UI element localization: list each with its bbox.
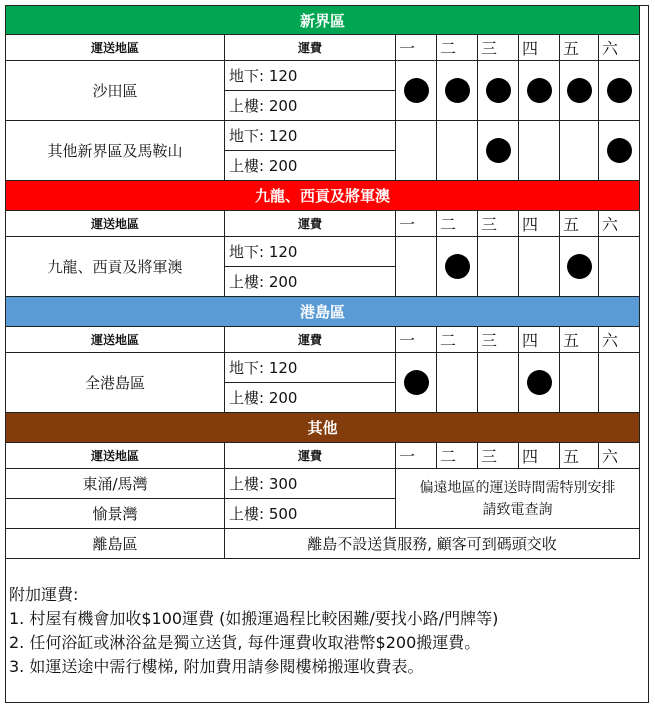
day-header-thu: 四 xyxy=(519,35,560,61)
day-header-tue: 二 xyxy=(437,35,478,61)
day-cell xyxy=(396,237,437,297)
section-other-header xyxy=(6,413,640,443)
fee-column-header: 運費 xyxy=(225,443,396,469)
day-header-wed: 三 xyxy=(478,35,519,61)
day-cell xyxy=(478,353,519,413)
section-kowloon-header xyxy=(6,181,640,211)
day-header-wed: 三 xyxy=(478,443,519,469)
delivery-day-dot-icon xyxy=(445,254,470,279)
day-cell xyxy=(437,61,478,121)
surcharge-item: 3. 如運送途中需行樓梯, 附加費用請參閱樓梯搬運收費表。 xyxy=(9,657,424,676)
column-header-row xyxy=(6,211,640,237)
delivery-day-dot-icon xyxy=(567,254,592,279)
day-header-fri: 五 xyxy=(560,211,599,237)
area-name: 離島區 xyxy=(6,529,225,559)
table-row xyxy=(6,121,640,151)
day-cell xyxy=(599,61,640,121)
fee-ground: 地下: 120 xyxy=(225,237,396,267)
fee-upstairs: 上樓: 200 xyxy=(225,383,396,413)
day-cell xyxy=(437,237,478,297)
section-title: 港島區 xyxy=(6,297,640,327)
delivery-day-dot-icon xyxy=(527,78,552,103)
day-cell xyxy=(478,61,519,121)
surcharge-item: 1. 村屋有機會加收$100運費 (如搬運過程比較困難/要找小路/門牌等) xyxy=(9,609,499,628)
day-header-sat: 六 xyxy=(599,211,640,237)
day-header-tue: 二 xyxy=(437,443,478,469)
table-row xyxy=(6,529,640,559)
delivery-day-dot-icon xyxy=(404,370,429,395)
islands-note: 離島不設送貨服務, 顧客可到碼頭交收 xyxy=(225,529,640,559)
area-name: 沙田區 xyxy=(6,61,225,121)
fee-column-header: 運費 xyxy=(225,327,396,353)
fee-upstairs: 上樓: 500 xyxy=(225,499,396,529)
day-header-thu: 四 xyxy=(519,327,560,353)
area-column-header: 運送地區 xyxy=(6,35,225,61)
day-header-mon: 一 xyxy=(396,327,437,353)
table-row xyxy=(6,353,640,383)
fee-ground: 地下: 120 xyxy=(225,61,396,91)
day-header-mon: 一 xyxy=(396,35,437,61)
day-cell xyxy=(396,353,437,413)
surcharge-title: 附加運費: xyxy=(9,585,79,604)
day-cell xyxy=(437,121,478,181)
day-header-wed: 三 xyxy=(478,327,519,353)
day-cell xyxy=(519,61,560,121)
section-title: 其他 xyxy=(6,413,640,443)
fee-column-header: 運費 xyxy=(225,211,396,237)
day-header-sat: 六 xyxy=(599,443,640,469)
delivery-schedule-table xyxy=(5,5,640,559)
day-header-thu: 四 xyxy=(519,211,560,237)
fee-upstairs: 上樓: 200 xyxy=(225,151,396,181)
remote-note-line-2: 請致電查詢 xyxy=(482,501,553,518)
area-name: 九龍、西貢及將軍澳 xyxy=(6,237,225,297)
area-name: 愉景灣 xyxy=(6,499,225,529)
area-column-header: 運送地區 xyxy=(6,443,225,469)
delivery-day-dot-icon xyxy=(486,78,511,103)
area-name: 其他新界區及馬鞍山 xyxy=(6,121,225,181)
day-cell xyxy=(599,237,640,297)
fee-upstairs: 上樓: 200 xyxy=(225,91,396,121)
day-cell xyxy=(560,237,599,297)
section-title: 新界區 xyxy=(6,6,640,35)
day-cell xyxy=(599,353,640,413)
area-name: 東涌/馬灣 xyxy=(6,469,225,499)
day-cell xyxy=(560,61,599,121)
day-header-fri: 五 xyxy=(560,35,599,61)
table-row xyxy=(6,61,640,91)
area-column-header: 運送地區 xyxy=(6,211,225,237)
surcharge-notes xyxy=(5,583,639,679)
delivery-day-dot-icon xyxy=(607,138,632,163)
column-header-row xyxy=(6,35,640,61)
column-header-row xyxy=(6,443,640,469)
day-header-tue: 二 xyxy=(437,327,478,353)
day-cell xyxy=(560,353,599,413)
day-header-mon: 一 xyxy=(396,211,437,237)
fee-column-header: 運費 xyxy=(225,35,396,61)
delivery-day-dot-icon xyxy=(567,78,592,103)
day-header-fri: 五 xyxy=(560,443,599,469)
day-cell xyxy=(519,353,560,413)
section-title: 九龍、西貢及將軍澳 xyxy=(6,181,640,211)
delivery-day-dot-icon xyxy=(404,78,429,103)
day-cell xyxy=(437,353,478,413)
table-row xyxy=(6,237,640,267)
day-cell xyxy=(599,121,640,181)
delivery-day-dot-icon xyxy=(527,370,552,395)
day-cell xyxy=(560,121,599,181)
day-header-tue: 二 xyxy=(437,211,478,237)
fee-upstairs: 上樓: 200 xyxy=(225,267,396,297)
column-header-row xyxy=(6,327,640,353)
day-cell xyxy=(519,121,560,181)
delivery-day-dot-icon xyxy=(486,138,511,163)
day-header-sat: 六 xyxy=(599,327,640,353)
day-cell xyxy=(478,121,519,181)
delivery-day-dot-icon xyxy=(607,78,632,103)
day-header-fri: 五 xyxy=(560,327,599,353)
day-cell xyxy=(396,61,437,121)
remote-note-line-1: 偏遠地區的運送時間需特別安排 xyxy=(419,479,616,496)
area-name: 全港島區 xyxy=(6,353,225,413)
section-hk-island-header xyxy=(6,297,640,327)
day-header-sat: 六 xyxy=(599,35,640,61)
delivery-day-dot-icon xyxy=(445,78,470,103)
table-row xyxy=(6,469,640,499)
day-header-mon: 一 xyxy=(396,443,437,469)
fee-ground: 地下: 120 xyxy=(225,121,396,151)
day-header-thu: 四 xyxy=(519,443,560,469)
surcharge-item: 2. 任何浴缸或淋浴盆是獨立送貨, 每件運費收取港幣$200搬運費。 xyxy=(9,633,481,652)
day-header-wed: 三 xyxy=(478,211,519,237)
day-cell xyxy=(519,237,560,297)
day-cell xyxy=(396,121,437,181)
fee-ground: 地下: 120 xyxy=(225,353,396,383)
remote-area-note xyxy=(396,469,640,529)
section-nt-header xyxy=(6,6,640,35)
area-column-header: 運送地區 xyxy=(6,327,225,353)
fee-upstairs: 上樓: 300 xyxy=(225,469,396,499)
day-cell xyxy=(478,237,519,297)
